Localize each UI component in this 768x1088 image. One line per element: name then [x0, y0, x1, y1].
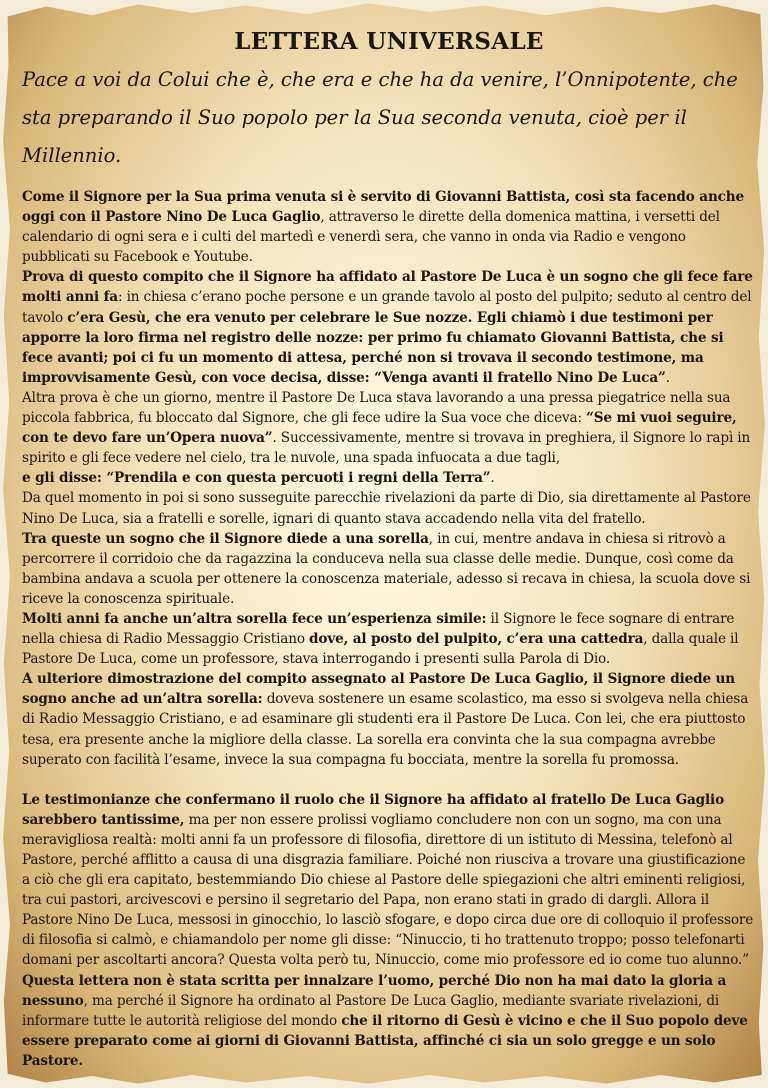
bold-text-run: dove, al posto del pulpito, c’era una cattedra [309, 631, 644, 648]
text-run: , ma perché il Signore ha ordinato al Pastore De Luca Gaglio, mediante svariate rivelazioni, di informare tutte le autorità religiose del mondo [22, 992, 720, 1029]
paragraph [22, 468, 756, 488]
letter-body [22, 187, 756, 1071]
paragraph [22, 609, 756, 669]
paragraph [22, 669, 756, 769]
text-run: : in chiesa c’erano poche persone e un grande tavolo al posto del pulpito; seduto al centro del tavolo [22, 289, 752, 326]
text-run: . [665, 369, 670, 386]
bold-text-run: Le testimonianze che confermano il ruolo che il Signore ha affidato al fratello De Luca Gaglio sarebbero tantissime, [22, 791, 724, 828]
text-run: ma per non essere prolissi vogliamo concludere non con un sogno, ma con una meravigliosa realtà: molti anni fa un professore di filosofia, direttore di un istituto di Messina, telefonò al Pastore, perché afflitto a causa di una disgrazia familiare. Poiché non riusciva a trovare una giustificazione a ciò che gli era capitato, bestemmiando Dio chiese al Pastore delle spiegazioni che altri eminenti religiosi, tra cui pastori, arcivescovi e persino il segretario del Papa, non erano stati in grado di dargli. Allora il Pastore Nino De Luca, messosi in ginocchio, lo lasciò sfogare, e dopo circa due ore di colloquio il professore di filosofia si calmò, e chiamandolo per nome gli disse: “Ninuccio, ti ho trattenuto troppo; posso telefonarti domani per ascoltarti ancora? Questa volta però tu, Ninuccio, come mio professore ed io come tuo alunno.” [22, 811, 754, 969]
paragraph [22, 267, 756, 388]
letter-greeting: Pace a voi da Colui che è, che era e che ha da venire, l’Onnipotente, che sta preparando il Suo popolo per la Sua seconda venuta, cioè per il Millennio. [22, 68, 738, 167]
paragraph [22, 388, 756, 468]
text-run: . [490, 470, 495, 487]
bold-text-run: “Se mi vuoi seguire, con te devo fare un’Opera nuova” [22, 410, 737, 447]
bold-text-run: A ulteriore dimostrazione del compito assegnato al Pastore De Luca Gaglio, il Signore diede un sogno anche ad un’altra sorella: [22, 671, 736, 708]
text-run: doveva sostenere un esame scolastico, ma esso si svolgeva nella chiesa di Radio Messaggio Cristiano, e ad esaminare gli studenti era il Pastore De Luca. Con lei, che era piuttosto tesa, era presente anche la migliore della classe. La sorella era convinta che la sua compagna avrebbe superato con facilità l’esame, invece la sua compagna fu bocciata, mentre la sorella fu promossa. [22, 691, 749, 768]
bold-text-run: Tra queste un sogno che il Signore diede a una sorella [22, 530, 429, 547]
bold-text-run: Molti anni fa anche un’altra sorella fece un’esperienza simile: [22, 610, 487, 627]
text-run: il Signore le fece sognare di entrare nella chiesa di Radio Messaggio Cristiano [22, 610, 735, 648]
paragraph [22, 529, 756, 609]
bold-text-run: Come il Signore per la Sua prima venuta si è servito di Giovanni Battista, così sta facendo anche oggi con il Pastore Nino De Luca Gaglio [22, 189, 745, 226]
paragraph [22, 790, 756, 971]
bold-text-run: e gli disse: “Prendila e con questa percuoti i regni della Terra” [22, 470, 491, 487]
paragraph [22, 971, 756, 1071]
bold-text-run: che il ritorno di Gesù è vicino e che il Suo popolo deve essere preparato come ai giorni di Giovanni Battista, affinché ci sia un solo gregge e un solo Pastore. [22, 1012, 748, 1069]
bold-text-run: Questa lettera non è stata scritta per innalzare l’uomo, perché Dio non ha mai dato la gloria a nessuno [22, 972, 727, 1009]
text-run: , dalla quale il Pastore De Luca, come un professore, stava interrogando i presenti sulla Parola di Dio. [22, 631, 739, 668]
text-run: , attraverso le dirette della domenica mattina, i versetti del calendario di ogni sera e i culti del martedì e venerdì sera, che vanno in onda via Radio e vengono pubblicati su Facebook e Youtube. [22, 209, 720, 266]
letter-title: LETTERA UNIVERSALE [234, 28, 544, 55]
text-run: Da quel momento in poi si sono susseguite parecchie rivelazioni da parte di Dio, sia direttamente al Pastore Nino De Luca, sia a fratelli e sorelle, ignari di quanto stava accadendo nella vita del fratello. [22, 490, 751, 527]
bold-text-run: c’era Gesù, che era venuto per celebrare le Sue nozze. Egli chiamò i due testimoni per apporre la loro firma nel registro delle nozze: per primo fu chiamato Giovanni Battista, che si fece avanti; poi ci fu un momento di attesa, perché non si trovava il secondo testimone, ma improvvisamente Gesù, con voce decisa, disse: “Venga avanti il fratello Nino De Luca” [22, 309, 724, 386]
text-run: , in cui, mentre andava in chiesa si ritrovò a percorrere il corridoio che da ragazzina la conduceva nella sua classe delle medie. Dunque, così come da bambina andava a scuola per ottenere la conoscenza materiale, adesso si recava in chiesa, la scuola dove si riceve la conoscenza spirituale. [22, 530, 751, 607]
paragraph [22, 187, 756, 267]
text-run: . Successivamente, mentre si trovava in preghiera, il Signore lo rapì in spirito e gli fece vedere nel cielo, tra le nuvole, una spada infuocata a due tagli, [22, 430, 751, 467]
text-run: Altra prova è che un giorno, mentre il Pastore De Luca stava lavorando a una pressa piegatrice nella sua piccola fabbrica, fu bloccato dal Signore, che gli fece udire la Sua voce che diceva: [22, 389, 731, 427]
bold-text-run: Prova di questo compito che il Signore ha affidato al Pastore De Luca è un sogno che gli fece fare molti anni fa [22, 269, 753, 306]
paragraph [22, 488, 756, 528]
letter [22, 28, 756, 1071]
